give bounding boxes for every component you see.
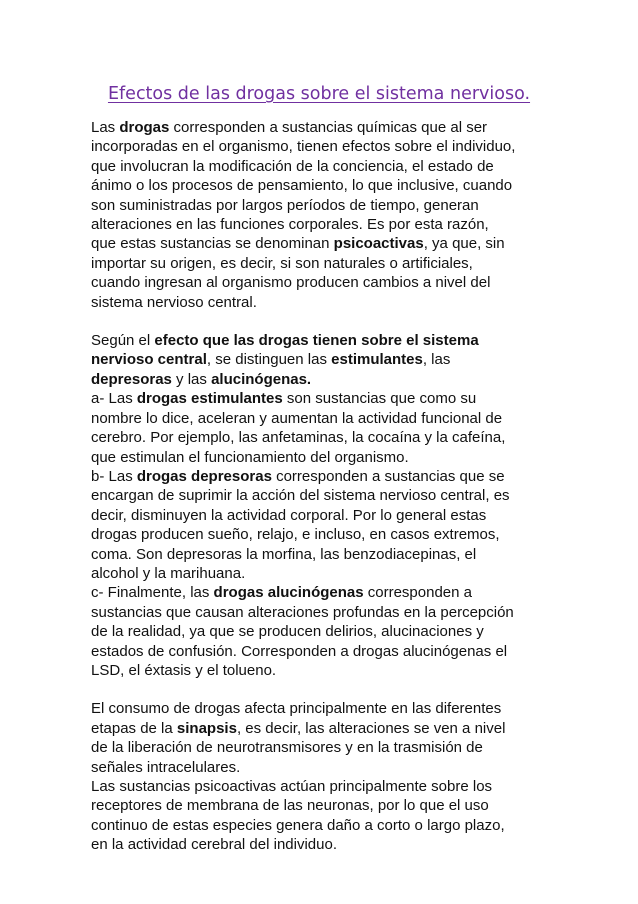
text-run: , es decir, las alteraciones se ven a nivel xyxy=(236,719,506,737)
bold-term: depresoras xyxy=(91,370,172,388)
text-run: El consumo de drogas afecta principalmente en las diferentes xyxy=(91,700,502,718)
text-run: corresponden a xyxy=(363,584,472,602)
text-run: a- Las xyxy=(91,390,137,408)
text-line xyxy=(91,777,561,796)
paragraph xyxy=(91,331,561,680)
text-line xyxy=(91,234,561,253)
text-line xyxy=(91,738,561,757)
text-run: coma. Son depresoras la morfina, las benzodiacepinas, el xyxy=(91,545,477,563)
text-line xyxy=(91,622,561,641)
text-run: de la liberación de neurotransmisores y en la trasmisión de xyxy=(91,739,483,757)
document-body xyxy=(91,118,561,855)
text-line xyxy=(91,389,561,408)
text-run: estados de confusión. Corresponden a drogas alucinógenas el xyxy=(91,642,508,660)
text-line xyxy=(91,603,561,622)
text-run: sustancias que causan alteraciones profundas en la percepción xyxy=(91,603,514,621)
text-line xyxy=(91,196,561,215)
text-run: incorporadas en el organismo, tienen efectos sobre el individuo, xyxy=(91,138,516,156)
text-run: etapas de la xyxy=(91,719,177,737)
text-line xyxy=(91,370,561,389)
text-run: , se distinguen las xyxy=(206,351,332,369)
text-run: , las xyxy=(422,351,451,369)
text-line xyxy=(91,157,561,176)
text-line xyxy=(91,137,561,156)
text-run: , ya que, sin xyxy=(423,235,505,253)
text-run: cerebro. Por ejemplo, las anfetaminas, la cocaína y la cafeína, xyxy=(91,429,506,447)
text-run: encargan de suprimir la acción del sistema nervioso central, es xyxy=(91,487,510,505)
text-line xyxy=(91,835,561,854)
text-run: c- Finalmente, las xyxy=(91,584,214,602)
paragraph xyxy=(91,699,561,854)
text-line xyxy=(91,215,561,234)
text-run: receptores de membrana de las neuronas, por lo que el uso xyxy=(91,797,489,815)
text-line xyxy=(91,545,561,564)
text-line xyxy=(91,506,561,525)
paragraph-spacer xyxy=(91,680,561,699)
text-run: ánimo o los procesos de pensamiento, lo que inclusive, cuando xyxy=(91,177,513,195)
text-line xyxy=(91,796,561,815)
text-run: corresponden a sustancias químicas que al ser xyxy=(169,119,488,136)
bold-term: drogas depresoras xyxy=(136,467,272,485)
bold-term: sinapsis xyxy=(176,719,237,737)
text-run: nombre lo dice, aceleran y aumentan la actividad funcional de xyxy=(91,409,503,427)
text-run: son suministradas por largos períodos de tiempo, generan xyxy=(91,196,479,214)
text-line xyxy=(91,525,561,544)
text-line xyxy=(91,448,561,467)
bold-term: drogas alucinógenas xyxy=(213,584,364,602)
text-run: continuo de estas especies genera daño a corto o largo plazo, xyxy=(91,816,505,834)
text-line xyxy=(91,486,561,505)
bold-term: nervioso central xyxy=(91,351,207,369)
text-run: drogas producen sueño, relajo, e incluso, en casos extremos, xyxy=(91,526,500,544)
bold-term: drogas estimulantes xyxy=(136,390,283,408)
text-line xyxy=(91,467,561,486)
text-line xyxy=(91,758,561,777)
bold-term: estimulantes xyxy=(331,351,423,369)
text-line xyxy=(91,661,561,680)
text-line xyxy=(91,719,561,738)
paragraph-spacer xyxy=(91,312,561,331)
text-run: son sustancias que como su xyxy=(282,390,477,408)
text-line xyxy=(91,642,561,661)
text-run: Las xyxy=(91,119,120,136)
text-line xyxy=(91,350,561,369)
paragraph xyxy=(91,118,561,312)
text-line xyxy=(91,816,561,835)
text-line xyxy=(91,564,561,583)
text-line xyxy=(91,176,561,195)
text-run: decir, disminuyen la actividad corporal. Por lo general estas xyxy=(91,506,487,524)
text-line xyxy=(91,293,561,312)
text-run: alcohol y la marihuana. xyxy=(91,564,246,582)
bold-term: efecto que las drogas tienen sobre el sistema xyxy=(154,332,479,350)
text-run: LSD, el éxtasis y el tolueno. xyxy=(91,661,277,679)
text-line xyxy=(91,118,561,137)
text-run: Las sustancias psicoactivas actúan principalmente sobre los xyxy=(91,778,493,795)
text-run: que involucran la modificación de la conciencia, el estado de xyxy=(91,157,494,175)
text-run: de la realidad, ya que se producen delirios, alucinaciones y xyxy=(91,623,484,641)
document-title: Efectos de las drogas sobre el sistema nervioso. xyxy=(107,84,531,104)
text-line xyxy=(91,273,561,292)
text-line xyxy=(91,583,561,602)
text-run: sistema nervioso central. xyxy=(91,293,257,311)
text-line xyxy=(91,428,561,447)
text-run: en la actividad cerebral del individuo. xyxy=(91,836,337,854)
text-run: corresponden a sustancias que se xyxy=(271,467,505,485)
bold-term: drogas xyxy=(119,119,170,136)
text-run: y las xyxy=(171,370,212,388)
text-run: que estas sustancias se denominan xyxy=(91,235,334,253)
text-run: b- Las xyxy=(91,467,137,485)
text-run: importar su origen, es decir, si son naturales o artificiales, xyxy=(91,254,473,272)
text-line xyxy=(91,409,561,428)
text-run: señales intracelulares. xyxy=(91,758,241,776)
text-line xyxy=(91,699,561,718)
text-run: que estimulan el funcionamiento del organismo. xyxy=(91,448,409,466)
text-line xyxy=(91,331,561,350)
bold-term: alucinógenas. xyxy=(211,370,312,388)
text-run: alteraciones en las funciones corporales. Es por esta razón, xyxy=(91,216,489,234)
text-run: cuando ingresan al organismo producen cambios a nivel del xyxy=(91,274,491,292)
text-run: Según el xyxy=(91,332,155,350)
text-line xyxy=(91,254,561,273)
bold-term: psicoactivas xyxy=(333,235,424,253)
